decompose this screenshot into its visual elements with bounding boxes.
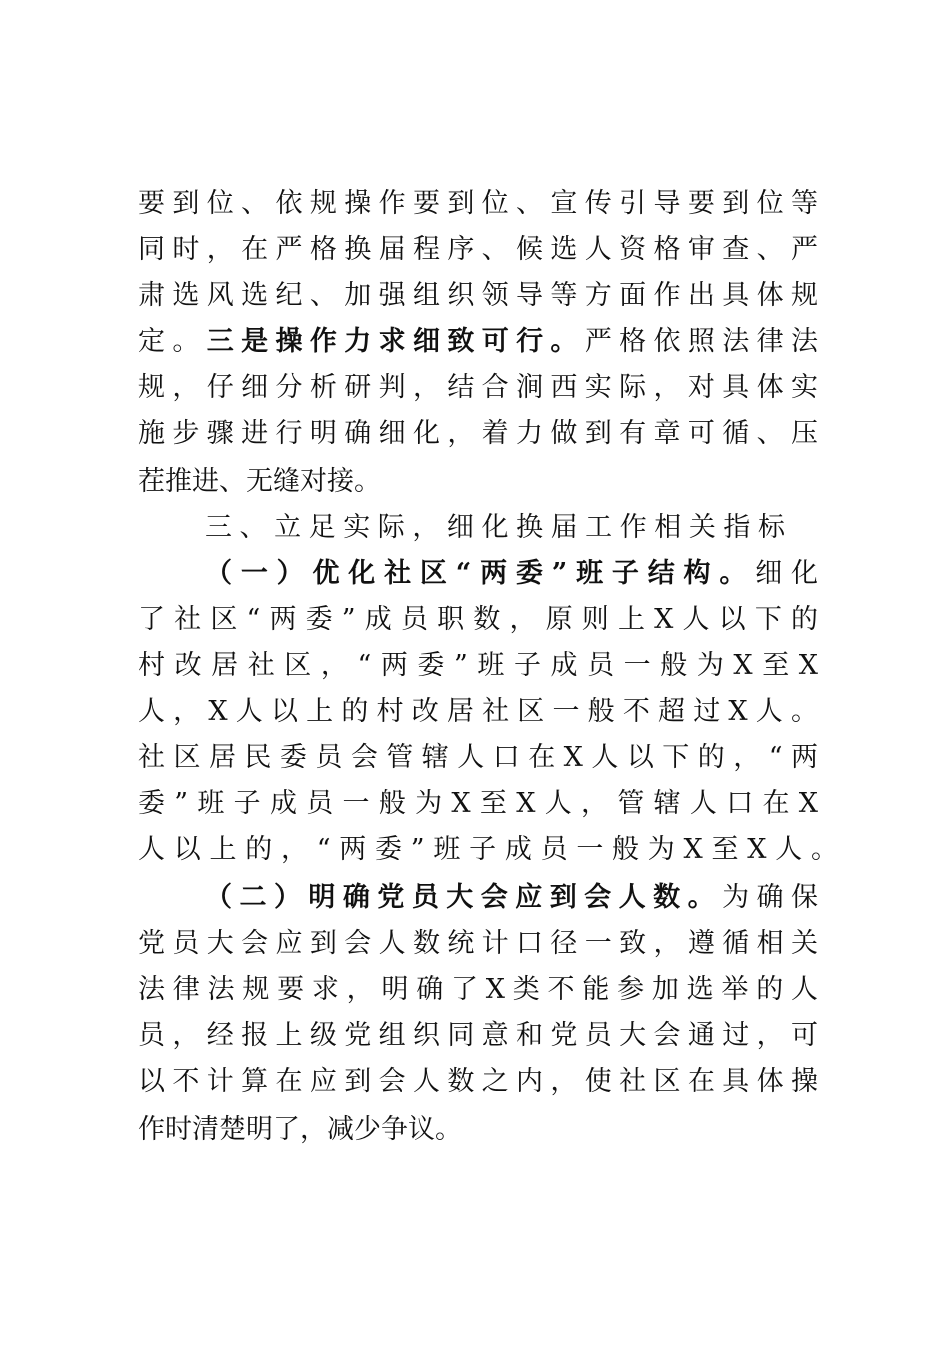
- subsection-1-line: 了社区“两委”成员职数，原则上X人以下的: [138, 604, 818, 635]
- body-text: 定。: [138, 326, 207, 357]
- subsection-1-line: 人，X人以上的村改居社区一般不超过X人。: [138, 696, 818, 727]
- body-line-1: 要到位、依规操作要到位、宣传引导要到位等: [138, 188, 818, 219]
- subsection-2-line: 法律法规要求，明确了X类不能参加选举的人: [138, 974, 818, 1005]
- body-text: 为确保: [722, 882, 819, 913]
- subsection-1-line: 村改居社区，“两委”班子成员一般为X至X: [138, 650, 818, 681]
- bold-lead: 三是操作力求细致可行。: [206, 326, 585, 357]
- body-line-3: 肃选风选纪、加强组织领导等方面作出具体规: [138, 280, 818, 311]
- body-line-2: 同时，在严格换届程序、候选人资格审查、严: [138, 234, 818, 265]
- subsection-1-first-line: [205, 551, 818, 597]
- subsection-2-title: （二）明确党员大会应到会人数。: [205, 882, 723, 913]
- subsection-2-line: 党员大会应到会人数统计口径一致，遵循相关: [138, 928, 818, 959]
- body-line-4: [138, 319, 818, 365]
- body-text: 严格依照法律法: [584, 326, 819, 357]
- section-heading: 三、立足实际，细化换届工作相关指标: [205, 512, 785, 543]
- subsection-2-line: 作时清楚明了，减少争议。: [138, 1114, 462, 1145]
- subsection-1-line: 人以上的，“两委”班子成员一般为X至X人。: [138, 834, 838, 865]
- body-line-5: 规，仔细分析研判，结合涧西实际，对具体实: [138, 372, 818, 403]
- body-line-7: 茬推进、无缝对接。: [138, 466, 381, 497]
- body-text: 细化: [755, 558, 819, 589]
- subsection-2-first-line: [205, 875, 818, 921]
- body-line-6: 施步骤进行明确细化，着力做到有章可循、压: [138, 418, 818, 449]
- subsection-1-line: 委”班子成员一般为X至X人，管辖人口在X: [138, 788, 818, 819]
- subsection-2-line: 员，经报上级党组织同意和党员大会通过，可: [138, 1020, 818, 1051]
- subsection-2-line: 以不计算在应到会人数之内，使社区在具体操: [138, 1066, 818, 1097]
- subsection-1-line: 社区居民委员会管辖人口在X人以下的，“两: [138, 742, 818, 773]
- subsection-1-title: （一）优化社区“两委”班子结构。: [205, 558, 756, 589]
